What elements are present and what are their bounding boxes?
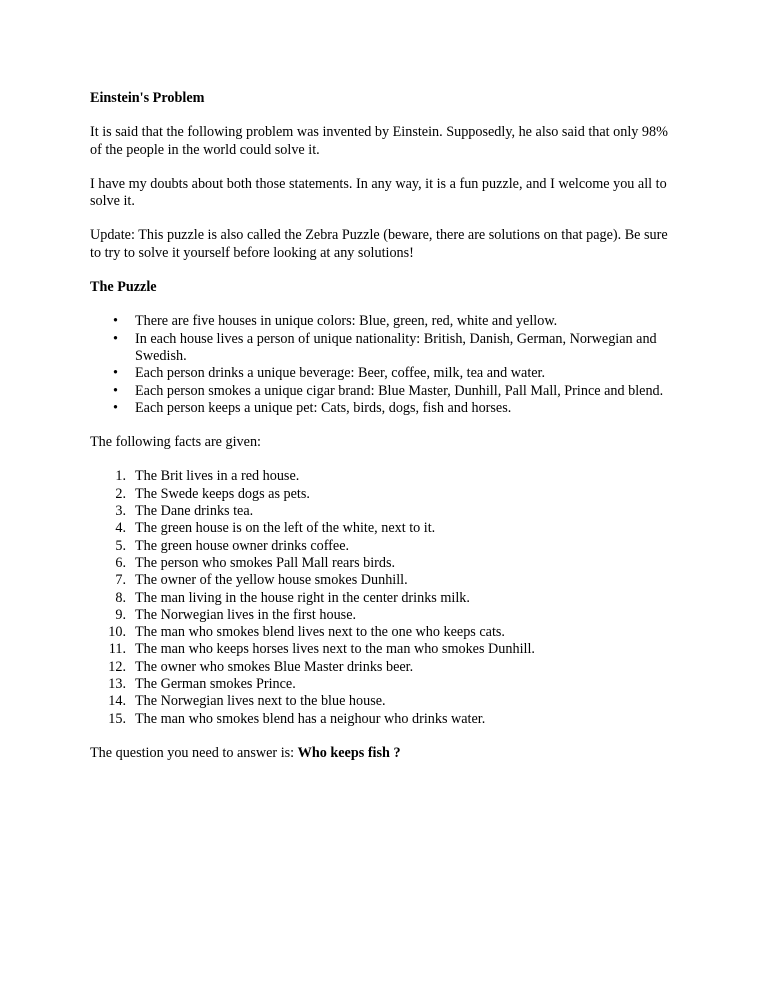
fact-text: The Dane drinks tea. [135,503,254,520]
fact-text: The owner of the yellow house smokes Dunhill. [135,572,408,589]
bullet-icon: • [113,330,118,347]
facts-list [90,468,680,727]
fact-number: 5. [115,537,126,554]
fact-text: The person who smokes Pall Mall rears birds. [135,554,396,571]
document-page [90,90,680,779]
fact-item [90,468,680,485]
fact-number: 4. [115,520,126,537]
bullet-icon: • [113,399,118,416]
fact-item [90,624,680,641]
fact-item [90,676,680,693]
fact-text: The man living in the house right in the center drinks milk. [135,589,470,606]
fact-number: 8. [115,589,126,606]
puzzle-item-text: Each person keeps a unique pet: Cats, birds, dogs, fish and horses. [135,399,512,416]
fact-item [90,538,680,555]
question-emphasis: Who keeps fish ? [297,744,401,761]
puzzle-list-item [90,313,680,330]
intro-paragraph: It is said that the following problem was invented by Einstein. Supposedly, he also said that only 98% of the people in the world could solve it. [90,124,668,158]
fact-number: 6. [115,554,126,571]
puzzle-list-item [90,383,680,400]
puzzle-item-text: Each person drinks a unique beverage: Beer, coffee, milk, tea and water. [135,365,546,382]
fact-text: The German smokes Prince. [135,676,296,693]
bullet-icon: • [113,365,118,382]
puzzle-item-text: Each person smokes a unique cigar brand: Blue Master, Dunhill, Pall Mall, Prince and blend. [135,382,664,399]
fact-item [90,590,680,607]
puzzle-item-text: There are five houses in unique colors: Blue, green, red, white and yellow. [135,313,558,330]
fact-text: The man who smokes blend has a neighour who drinks water. [135,710,486,727]
fact-text: The Norwegian lives next to the blue house. [135,693,386,710]
intro-paragraph: I have my doubts about both those statements. In any way, it is a fun puzzle, and I welcome you all to solve it. [90,175,667,210]
fact-number: 7. [115,572,126,589]
question-prefix: The question you need to answer is: [90,744,298,761]
update-paragraph: Update: This puzzle is also called the Zebra Puzzle (beware, there are solutions on that page). Be sure to try to solve it yourself before looking at any solutions! [90,227,668,261]
fact-item [90,607,680,624]
bullet-icon: • [113,313,118,330]
question-line [90,745,680,762]
puzzle-list-item [90,365,680,382]
fact-item [90,641,680,658]
fact-item [90,711,680,728]
fact-number: 1. [115,468,126,485]
fact-number: 14. [108,693,126,710]
fact-text: The owner who smokes Blue Master drinks beer. [135,658,414,675]
puzzle-list-item [90,331,680,366]
fact-text: The green house is on the left of the white, next to it. [135,520,436,537]
fact-item [90,572,680,589]
fact-item [90,555,680,572]
fact-text: The man who keeps horses lives next to the man who smokes Dunhill. [135,641,535,658]
fact-number: 2. [115,485,126,502]
fact-text: The Brit lives in a red house. [135,468,300,485]
puzzle-item-text: In each house lives a person of unique nationality: British, Danish, German, Norwegian and Swedish. [135,330,657,364]
fact-item [90,503,680,520]
fact-text: The green house owner drinks coffee. [135,537,350,554]
fact-number: 15. [108,710,126,727]
fact-number: 12. [108,658,126,675]
fact-number: 11. [108,641,126,658]
fact-item [90,520,680,537]
bullet-icon: • [113,382,118,399]
fact-text: The man who smokes blend lives next to the one who keeps cats. [135,624,505,641]
fact-text: The Swede keeps dogs as pets. [135,485,310,502]
puzzle-heading: The Puzzle [90,279,157,296]
fact-number: 10. [108,624,126,641]
fact-number: 13. [108,676,126,693]
document-title: Einstein's Problem [90,90,205,106]
fact-number: 9. [115,606,126,623]
fact-number: 3. [115,503,126,520]
fact-text: The Norwegian lives in the first house. [135,606,357,623]
puzzle-list-item [90,400,680,417]
fact-item [90,693,680,710]
fact-item [90,659,680,676]
facts-intro: The following facts are given: [90,434,261,451]
puzzle-list [90,313,680,417]
fact-item [90,486,680,503]
